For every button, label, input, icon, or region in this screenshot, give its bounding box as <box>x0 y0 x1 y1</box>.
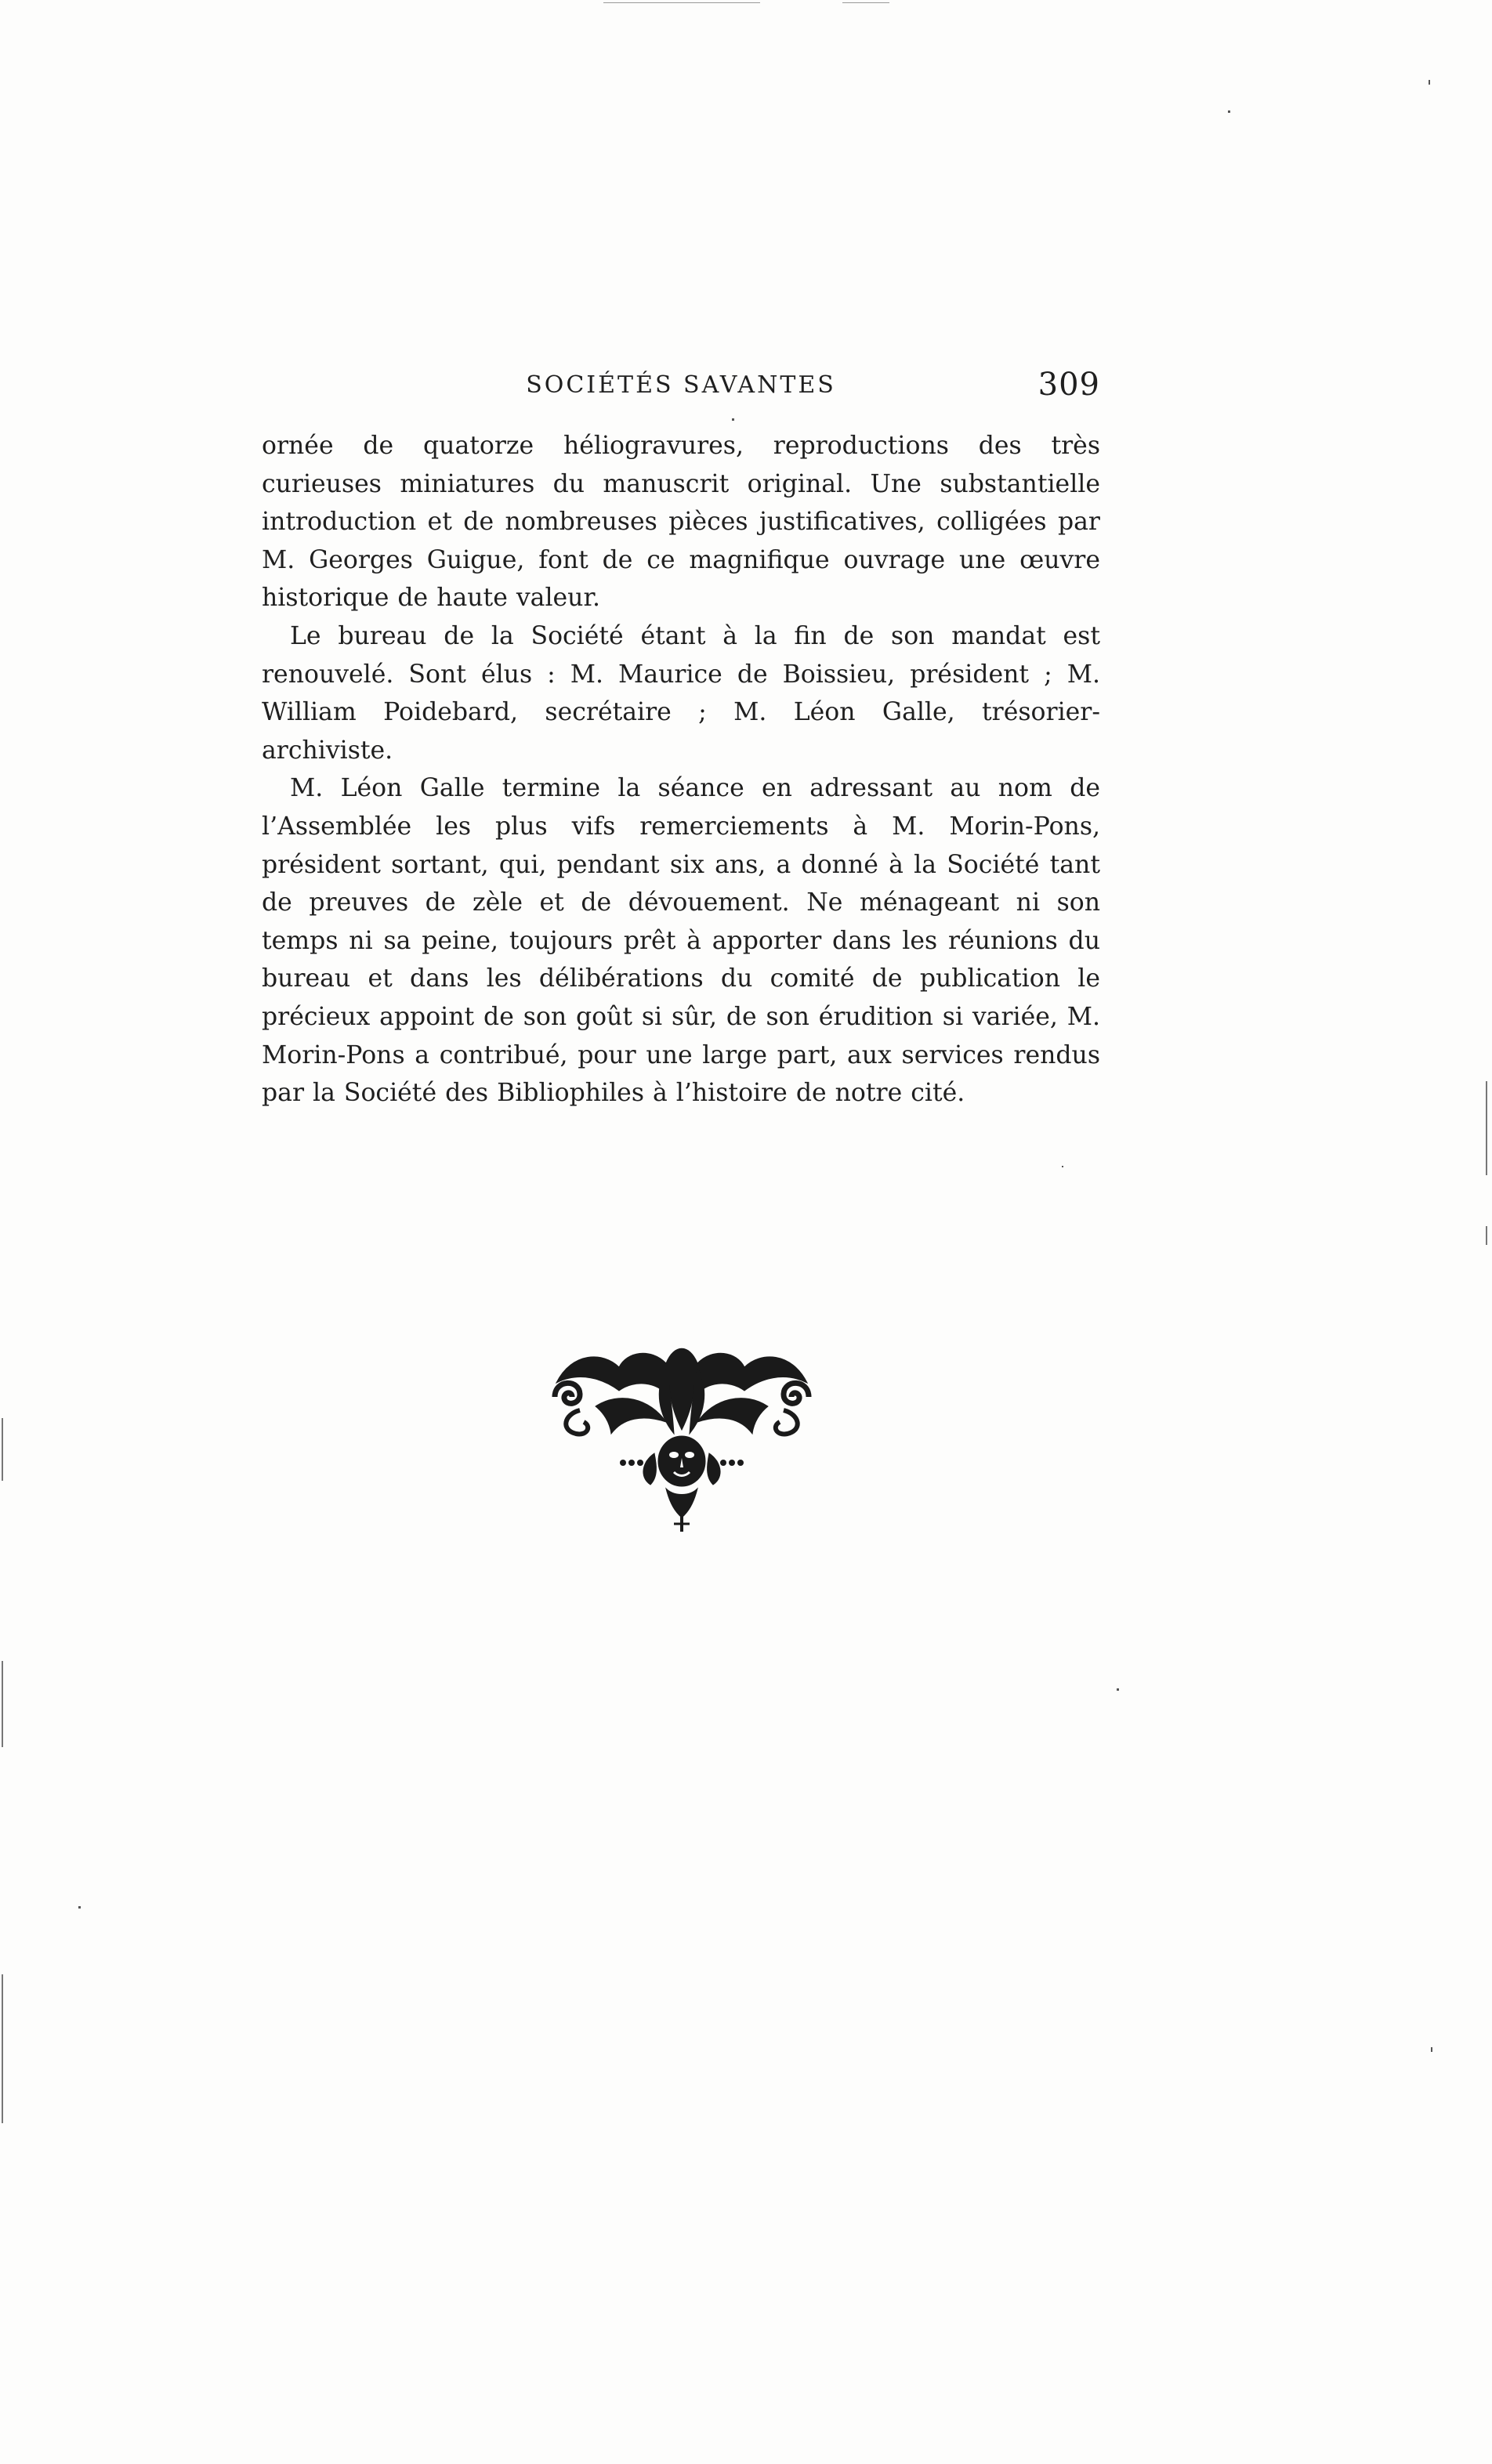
scan-edge-mark <box>2 1661 3 1747</box>
scan-speck <box>78 1906 81 1909</box>
scan-edge-mark <box>1486 1081 1487 1175</box>
scan-speck <box>1431 2047 1432 2052</box>
running-head <box>262 367 1100 414</box>
scan-speck <box>1117 1688 1119 1691</box>
scan-edge-mark <box>842 2 889 3</box>
body-text <box>262 427 1100 1113</box>
paragraph-election: Le bureau de la Société étant à la fin de son mandat est renouvelé. Sont élus : M. Maurice de Boissieu, président ; M. William Poidebard, secrétaire ; M. Léon Galle, trésorier-archiviste. <box>262 621 1100 765</box>
running-title: SOCIÉTÉS SAVANTES <box>526 371 836 399</box>
scan-edge-mark <box>2 1974 3 2123</box>
scan-edge-mark <box>2 1418 3 1481</box>
scan-speck <box>1062 1166 1063 1167</box>
scan-speck <box>1228 110 1230 113</box>
scan-speck <box>732 418 734 421</box>
paragraph-thanks: M. Léon Galle termine la séance en adressant au nom de l’Assemblée les plus vifs remerciements à M. Morin-Pons, président sortant, qui, pendant six ans, a donné à la Société tant de preuves de zèle et de dévouement. Ne ménageant ni son temps ni sa peine, toujours prêt à apporter dans les réunions du bureau et dans les délibérations du comité de publication le précieux appoint de son goût si sûr, de son érudition si variée, M. Morin-Pons a contribué, pour une large part, aux services rendus par la Société des Bibliophiles à l’histoire de notre cité. <box>262 774 1100 1108</box>
scan-edge-mark <box>603 2 760 3</box>
scan-edge-mark <box>1486 1226 1487 1245</box>
paragraph-continuation: ornée de quatorze héliogravures, reproductions des très curieuses miniatures du manuscrit original. Une substantielle introduction et de nombreuses pièces justificatives, colligées par M. Georges Guigue, font de ce magnifique ouvrage une œuvre historique de haute valeur. <box>262 432 1100 613</box>
floral-ornament-icon <box>549 1336 815 1533</box>
scan-speck <box>1429 80 1430 85</box>
page-number: 309 <box>1038 367 1100 403</box>
